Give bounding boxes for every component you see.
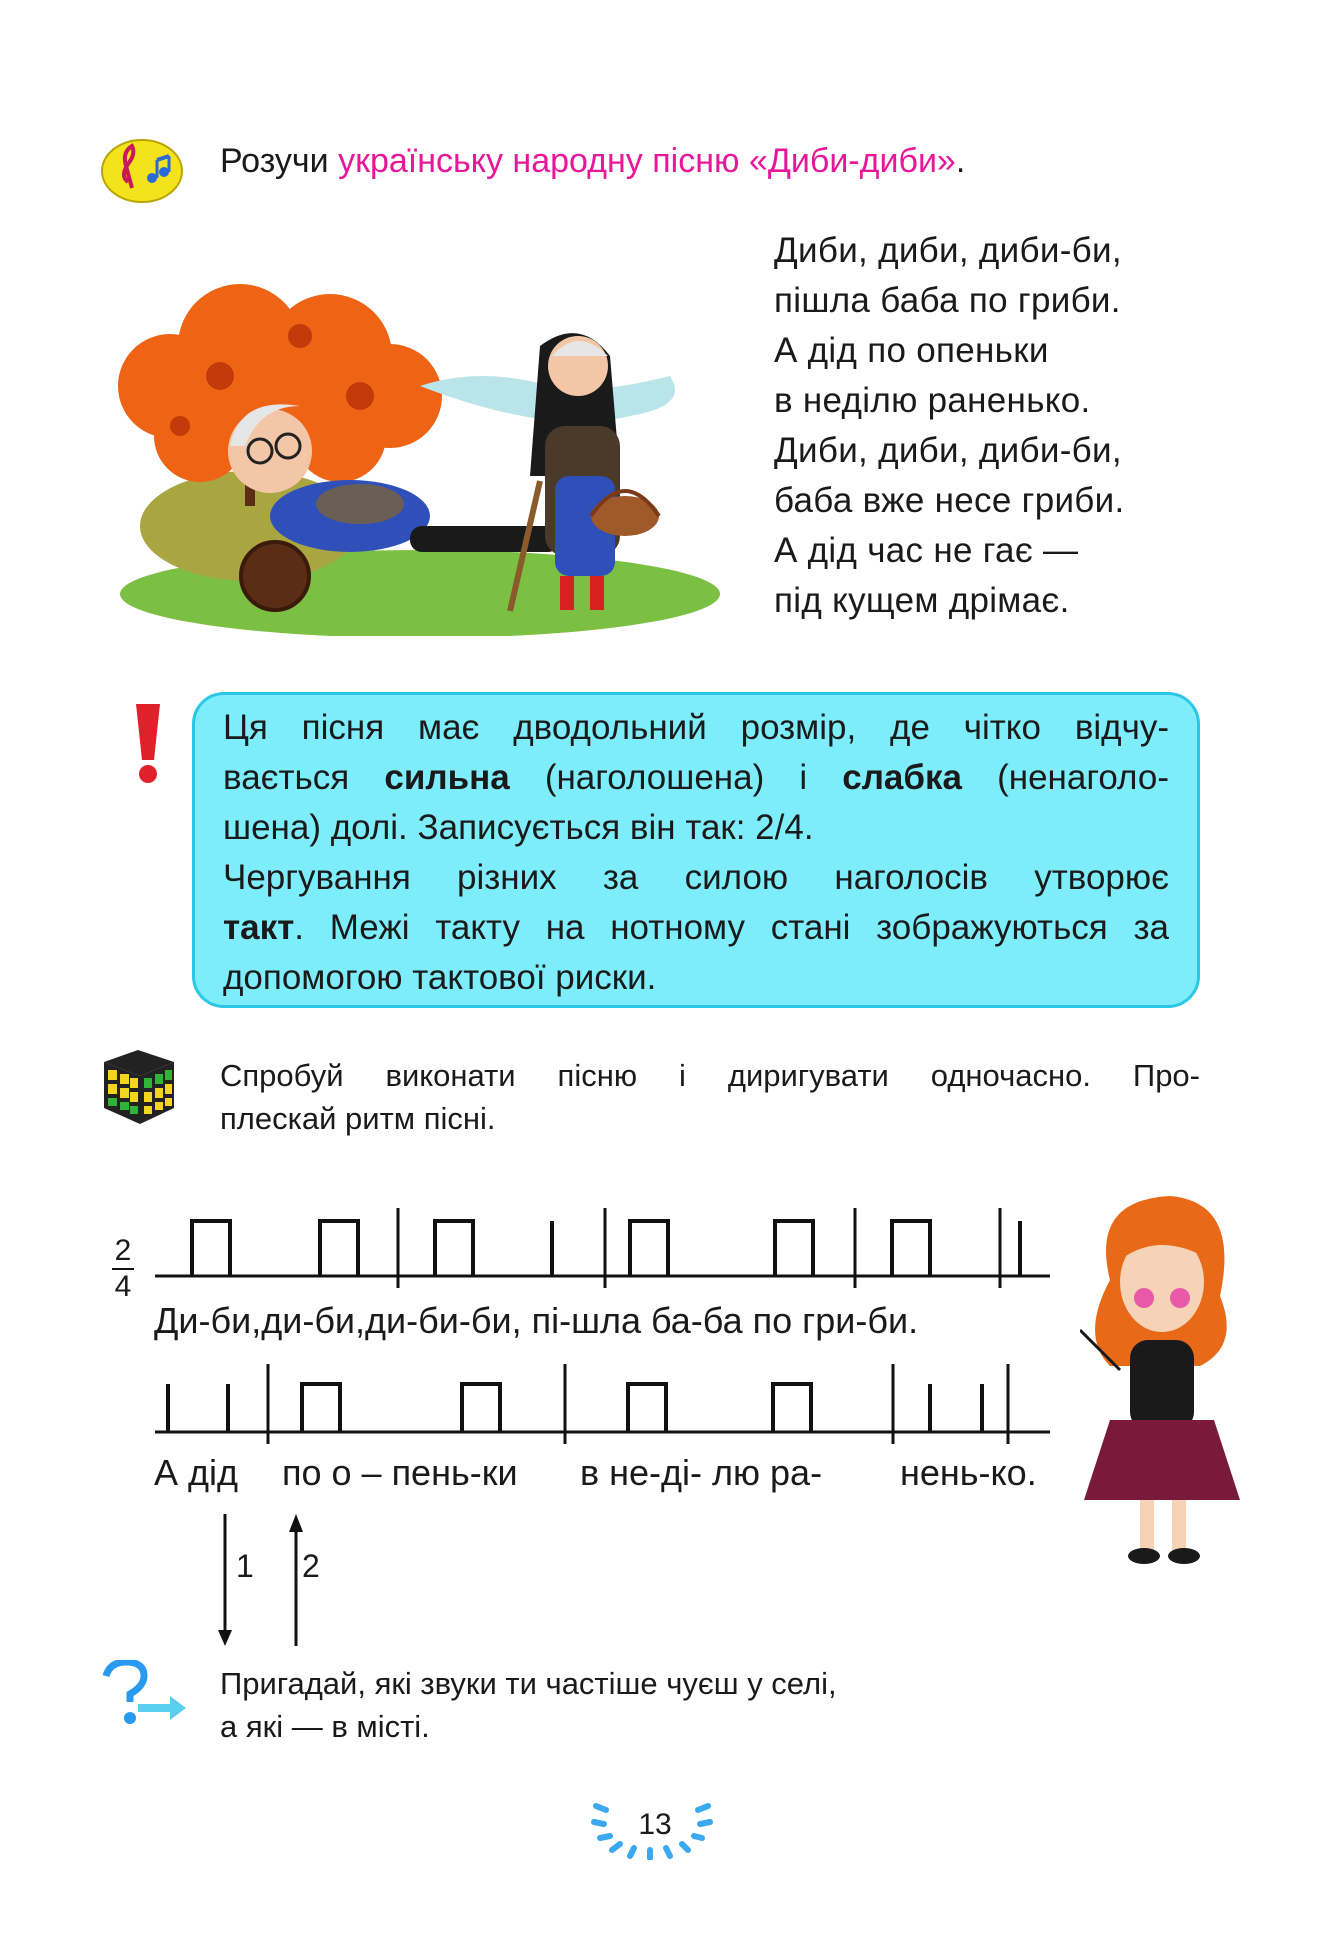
task-line: Спробуй виконати пісню і диригувати одночасно. Про- bbox=[220, 1058, 1200, 1093]
term-weak-beat: слабка bbox=[842, 758, 962, 797]
illustration-girl-conductor bbox=[1080, 1190, 1250, 1570]
song-lyrics bbox=[774, 226, 1125, 626]
eighth-notes-pair bbox=[775, 1221, 813, 1276]
info-line: шена) долі. Записується він так: 2/4. bbox=[223, 808, 814, 847]
info-text: (ненаголо- bbox=[962, 758, 1169, 797]
term-strong-beat: сильна bbox=[384, 758, 510, 797]
header-prefix: Розучи bbox=[220, 142, 339, 180]
info-text: вається bbox=[223, 758, 385, 797]
task-line: плескай ритм пісні. bbox=[220, 1101, 496, 1136]
page-number: 13 bbox=[638, 1808, 672, 1841]
info-line: допомогою тактової риски. bbox=[223, 958, 657, 997]
rhythm-lyrics-2-part: А дід bbox=[154, 1452, 239, 1493]
time-signature bbox=[112, 1236, 134, 1302]
poem-line: під кущем дрімає. bbox=[774, 581, 1070, 620]
song-title-link[interactable]: українську народну пісню «Диби-диби» bbox=[338, 142, 956, 180]
question-line: а які — в місті. bbox=[220, 1709, 430, 1744]
eighth-notes-pair bbox=[435, 1221, 473, 1276]
arrow-up-icon bbox=[289, 1514, 303, 1532]
arrow-down-icon bbox=[218, 1630, 232, 1646]
theory-info-box bbox=[192, 692, 1200, 1008]
illustration-grandparents bbox=[100, 276, 730, 636]
poem-line: А дід час не гає — bbox=[774, 531, 1079, 570]
music-note-icon bbox=[100, 138, 184, 204]
poem-line: Диби, диби, диби-би, bbox=[774, 231, 1122, 270]
eighth-notes-pair bbox=[192, 1221, 230, 1276]
eighth-notes-pair bbox=[892, 1221, 930, 1276]
poem-line: пішла баба по гриби. bbox=[774, 281, 1121, 320]
info-text: (наголошена) і bbox=[509, 758, 843, 797]
eighth-notes-pair bbox=[320, 1221, 358, 1276]
beat-label-1: 1 bbox=[236, 1548, 254, 1584]
rubik-cube-icon bbox=[100, 1046, 178, 1126]
rhythm-lyrics-1: Ди-би,ди-би,ди-би-би, пі-шла ба-ба по гри-би. bbox=[154, 1300, 919, 1341]
exclamation-icon bbox=[128, 700, 168, 786]
header-suffix: . bbox=[955, 142, 966, 180]
conducting-scheme bbox=[210, 1510, 310, 1650]
poem-line: в неділю раненько. bbox=[774, 381, 1091, 420]
question-arrow-icon bbox=[100, 1660, 186, 1732]
rhythm-lyrics-2-part: по о – пень-ки bbox=[282, 1452, 518, 1493]
info-line bbox=[223, 903, 1169, 953]
rhythm-staff-2 bbox=[150, 1352, 1050, 1444]
question-line: Пригадай, які звуки ти частіше чуєш у селі, bbox=[220, 1666, 837, 1701]
eighth-notes-pair bbox=[462, 1384, 500, 1432]
info-text: . Межі такту на нотному стані зображуються за bbox=[294, 908, 1169, 947]
rhythm-lyrics-2-part: в не-ді- лю ра- bbox=[580, 1452, 823, 1493]
rhythm-staff-1 bbox=[150, 1196, 1050, 1288]
info-line: Чергування різних за силою наголосів утворює bbox=[223, 858, 1169, 897]
term-measure: такт bbox=[223, 908, 295, 947]
info-line: Ця пісня має дводольний розмір, де чітко відчу- bbox=[223, 708, 1169, 747]
time-signature-top: 2 bbox=[114, 1234, 132, 1267]
poem-line: баба вже несе гриби. bbox=[774, 481, 1125, 520]
eighth-notes-pair bbox=[630, 1221, 668, 1276]
poem-line: Диби, диби, диби-би, bbox=[774, 431, 1122, 470]
poem-line: А дід по опеньки bbox=[774, 331, 1049, 370]
eighth-notes-pair bbox=[628, 1384, 666, 1432]
info-line bbox=[223, 753, 1169, 803]
time-signature-bottom: 4 bbox=[114, 1270, 132, 1303]
eighth-notes-pair bbox=[302, 1384, 340, 1432]
task-header bbox=[220, 136, 965, 186]
eighth-notes-pair bbox=[773, 1384, 811, 1432]
rhythm-lyrics-2-part: нень-ко. bbox=[900, 1452, 1037, 1493]
beat-label-2: 2 bbox=[302, 1548, 320, 1584]
